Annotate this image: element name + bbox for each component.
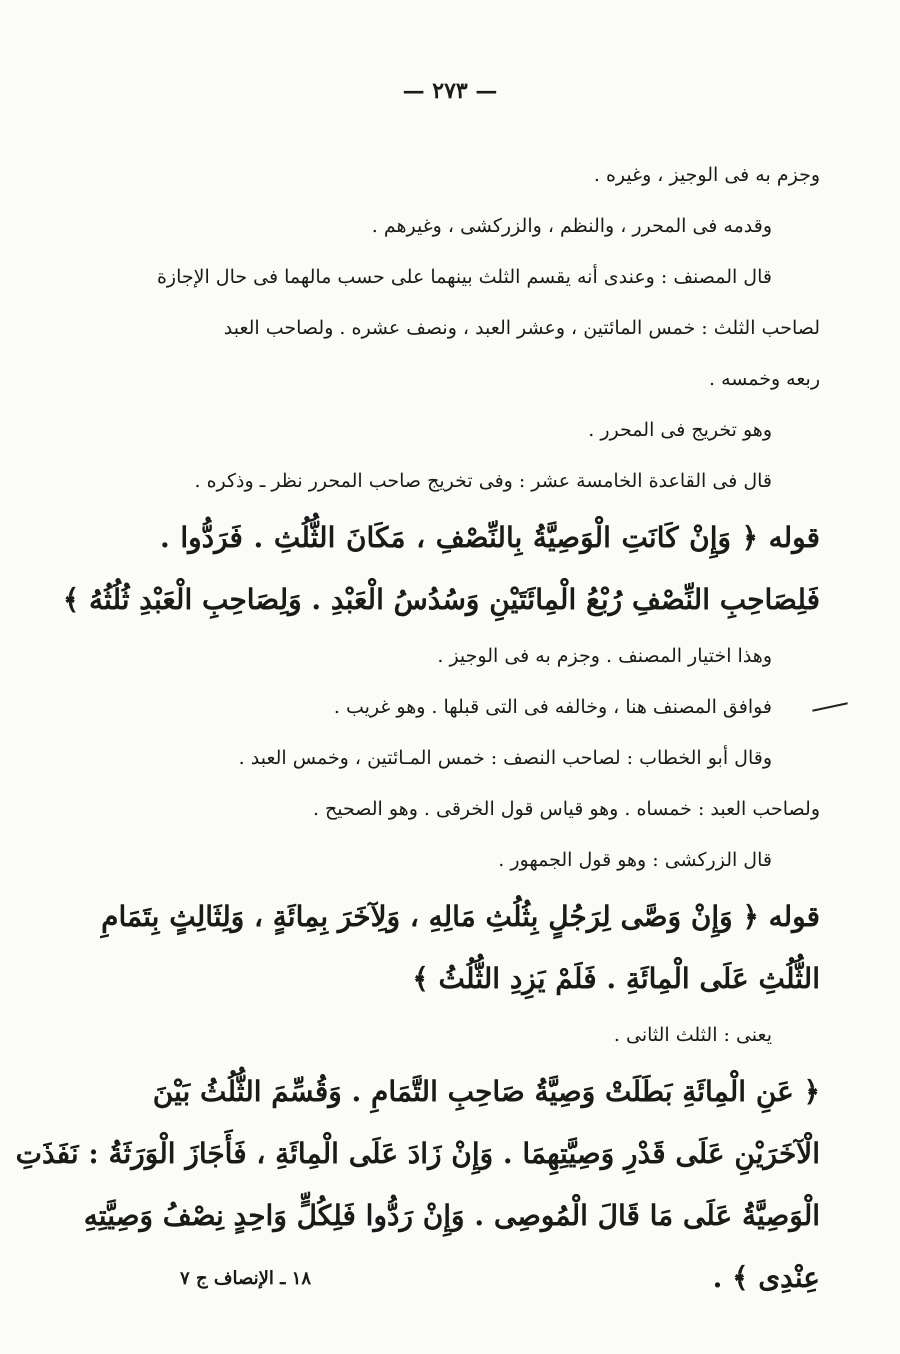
quoted-text-line: ﴿ عَنِ الْمِائَةِ بَطَلَتْ وَصِيَّةُ صَاحِبِ التَّمَامِ . وَقُسِّمَ الثُّلُثُ بَيْنَ [152,1075,820,1108]
quoted-text-line: قوله ﴿ وَإِنْ وَصَّى لِرَجُلٍ بِثُلُثِ مَالِهِ ، وَلِآخَرَ بِمِائَةٍ ، وَلِثَالِثٍ بِتَمَامِ [101,900,820,933]
text-line: وجزم به فى الوجيز ، وغيره . [593,164,820,186]
quoted-text-line: الثُّلُثِ عَلَى الْمِائَةِ . فَلَمْ يَزِدِ الثُّلُثُ ﴾ [412,962,820,995]
footer-signature: ١٨ ـ الإنصاف ج ٧ [180,1268,312,1289]
text-line: قال الزركشى : وهو قول الجمهور . [498,849,772,871]
text-line: يعنى : الثلث الثانى . [613,1024,772,1046]
text-line: ربعه وخمسه . [709,368,820,390]
page-number: — ٢٧٣ — [402,78,498,104]
quoted-text-line: الْآخَرَيْنِ عَلَى قَدْرِ وَصِيَّتِهِمَا . وَإِنْ زَادَ عَلَى الْمِائَةِ ، فَأَجَازَ الْوَرَثَةُ : نَفَذَتِ [15,1137,820,1170]
text-line: قال المصنف : وعندى أنه يقسم الثلث بينهما على حسب مالهما فى حال الإجازة [156,266,772,288]
text-line: وقال أبو الخطاب : لصاحب النصف : خمس المـائتين ، وخمس العبد . [238,747,772,769]
page-body [15,150,820,1309]
text-line: وقدمه فى المحرر ، والنظم ، والزركشى ، وغيرهم . [371,215,772,237]
quoted-text-line: عِنْدِى ﴾ . [712,1261,820,1294]
text-line: وهذا اختيار المصنف . وجزم به فى الوجيز . [437,645,772,667]
quoted-text-line: الْوَصِيَّةُ عَلَى مَا قَالَ الْمُوصِى . وَإِنْ رَدُّوا فَلِكُلٍّ وَاحِدٍ نِصْفُ وَصِيَّتِهِ [83,1199,820,1232]
text-line: ولصاحب العبد : خمساه . وهو قياس قول الخرقى . وهو الصحيح . [312,798,820,820]
text-line: وهو تخريج فى المحرر . [588,419,772,441]
text-line: لصاحب الثلث : خمس المائتين ، وعشر العبد ، ونصف عشره . ولصاحب العبد [223,317,820,339]
text-line: فوافق المصنف هنا ، وخالفه فى التى قبلها . وهو غريب . [333,696,772,718]
quoted-text-line: قوله ﴿ وَإِنْ كَانَتِ الْوَصِيَّةُ بِالنِّصْفِ ، مَكَانَ الثُّلُثِ . فَرَدُّوا . [160,521,820,554]
text-line: قال فى القاعدة الخامسة عشر : وفى تخريج صاحب المحرر نظر ـ وذكره . [194,470,772,492]
quoted-text-line: فَلِصَاحِبِ النِّصْفِ رُبْعُ الْمِائَتَيْنِ وَسُدُسُ الْعَبْدِ . وَلِصَاحِبِ الْعَبْدِ ثُلُثُهُ ﴾ [62,583,820,616]
